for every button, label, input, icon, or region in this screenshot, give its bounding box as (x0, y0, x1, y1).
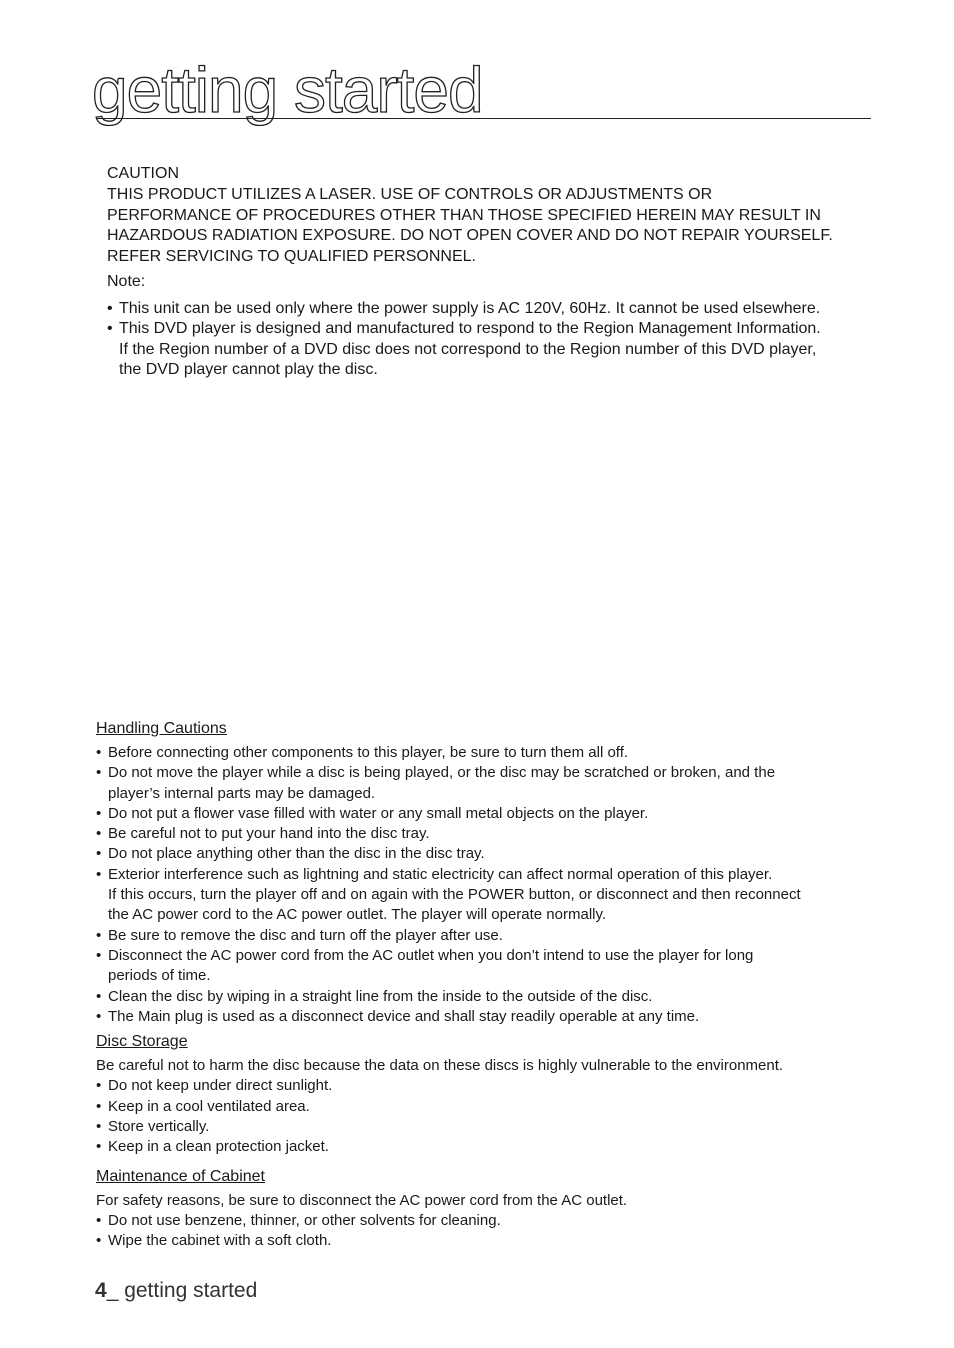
list-item-text: Do not keep under direct sunlight. (108, 1077, 333, 1095)
list-item-text: Do not put a flower vase filled with water or any small metal objects on the player. (108, 804, 649, 822)
note-list (107, 299, 867, 381)
list-item (96, 743, 866, 763)
maintenance-list (96, 1211, 866, 1252)
list-item-text: Be careful not to put your hand into the disc tray. (108, 825, 430, 843)
list-item-text: The Main plug is used as a disconnect device and shall stay readily operable at any time. (108, 1007, 700, 1025)
list-item (96, 1097, 866, 1117)
list-item (96, 1211, 866, 1231)
storage-heading: Disc Storage (96, 1033, 188, 1051)
list-item (96, 987, 866, 1007)
caution-line: HAZARDOUS RADIATION EXPOSURE. DO NOT OPEN COVER AND DO NOT REPAIR YOURSELF. (107, 227, 833, 244)
caution-line: THIS PRODUCT UTILIZES A LASER. USE OF CONTROLS OR ADJUSTMENTS OR (107, 186, 713, 203)
list-item (96, 1076, 866, 1096)
caution-block (107, 164, 867, 381)
handling-list (96, 743, 866, 1027)
list-item-text: If the Region number of a DVD disc does not correspond to the Region number of this DVD player, (119, 340, 817, 358)
caution-text (107, 185, 867, 267)
list-item-text: Store vertically. (108, 1118, 210, 1136)
list-item-text: Exterior interference such as lightning and static electricity can affect normal operation of this player. (108, 865, 773, 883)
list-item-text: This unit can be used only where the power supply is AC 120V, 60Hz. It cannot be used elsewhere. (119, 300, 821, 317)
list-item-text: player’s internal parts may be damaged. (108, 784, 376, 802)
list-item (96, 1137, 866, 1157)
list-item-text: periods of time. (108, 967, 211, 985)
storage-intro: Be careful not to harm the disc because the data on these discs is highly vulnerable to the environment. (96, 1057, 784, 1075)
list-item-text: Keep in a clean protection jacket. (108, 1138, 329, 1156)
list-item (96, 946, 866, 987)
footer-section: _ getting started (106, 1279, 258, 1302)
list-item-text: Keep in a cool ventilated area. (108, 1097, 310, 1115)
list-item (96, 763, 866, 804)
list-item-text: Do not place anything other than the disc in the disc tray. (108, 845, 485, 863)
list-item (96, 1007, 866, 1027)
list-item (96, 824, 866, 844)
page-number: 4 (95, 1279, 107, 1302)
caution-line: PERFORMANCE OF PROCEDURES OTHER THAN THOSE SPECIFIED HEREIN MAY RESULT IN (107, 206, 821, 224)
list-item-text: the AC power cord to the AC power outlet. The player will operate normally. (108, 906, 607, 924)
list-item (96, 804, 866, 824)
page-title: getting started (92, 54, 483, 126)
list-item-text: Before connecting other components to this player, be sure to turn them all off. (108, 744, 629, 761)
list-item (96, 1231, 866, 1251)
list-item-text: If this occurs, turn the player off and on again with the POWER button, or disconnect and then reconnect (108, 886, 801, 904)
list-item-text: Wipe the cabinet with a soft cloth. (108, 1232, 332, 1250)
list-item-text: Clean the disc by wiping in a straight line from the inside to the outside of the disc. (108, 987, 653, 1005)
lower-content (96, 719, 866, 1252)
title-rule (96, 118, 871, 119)
page-footer (95, 1279, 257, 1303)
caution-heading: CAUTION (107, 165, 179, 182)
list-item-text: Do not use benzene, thinner, or other solvents for cleaning. (108, 1211, 501, 1229)
list-item (107, 319, 867, 380)
list-item (107, 299, 867, 319)
list-item-text: Be sure to remove the disc and turn off the player after use. (108, 926, 503, 944)
caution-line: REFER SERVICING TO QUALIFIED PERSONNEL. (107, 247, 476, 265)
list-item (96, 926, 866, 946)
list-item-text: This DVD player is designed and manufactured to respond to the Region Management Information. (119, 320, 821, 338)
list-item (96, 1117, 866, 1137)
note-heading: Note: (107, 273, 146, 290)
maintenance-intro: For safety reasons, be sure to disconnect the AC power cord from the AC outlet. (96, 1191, 628, 1209)
handling-heading: Handling Cautions (96, 720, 227, 737)
storage-list (96, 1076, 866, 1157)
list-item-text: Do not move the player while a disc is being played, or the disc may be scratched or broken, and the (108, 764, 776, 782)
list-item (96, 865, 866, 926)
maintenance-heading: Maintenance of Cabinet (96, 1167, 265, 1185)
list-item-text: the DVD player cannot play the disc. (119, 361, 378, 379)
list-item (96, 844, 866, 864)
list-item-text: Disconnect the AC power cord from the AC outlet when you don’t intend to use the player for long (108, 946, 754, 964)
